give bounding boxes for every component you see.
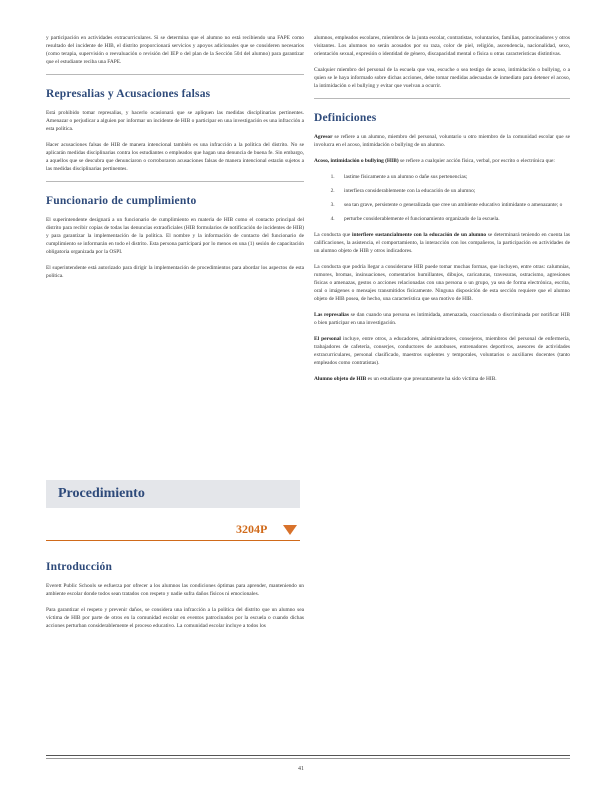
triangle-down-icon [283, 525, 297, 535]
right-column [314, 34, 570, 391]
heading-represalias: Represalias y Acusaciones falsas [46, 88, 211, 100]
paragraph-fape: y participación en actividades extracurriculares. Si se determina que el alumno no está recibiendo una FAPE como resultado del incidente de HIB, el distrito proporcionará servicios y apoyos adicionales que se consideren necesarios (como terapia, supervisión o reevaluación o revisión del IEP o del plan de la Sección 504 del alumno) para garantizar que el estudiante reciba una FAPE. [46, 35, 304, 65]
left-column-lower [46, 560, 304, 638]
list-item: 3. sea tan grave, persistente o generalizada que cree un ambiente educativo intimidante o amenazante; o [336, 201, 570, 209]
definition-text: incluye, entre otros, a educadores, administradores, consejeros, miembros del personal de enfermería, trabajadores de cafetería, conserjes, conductores de autobuses, entrenadores deportivos, asesores de actividades extracurriculares, personal clasificado, maestros suplentes y temporales, voluntarios o auxiliares docentes (tanto empleados como contratistas). [314, 336, 570, 366]
paragraph-community: alumnos, empleados escolares, miembros de la junta escolar, contratistas, voluntarios, familias, patrocinadores y otros visitantes. Los alumnos no serán acosados por su raza, color de piel, religión, ascendencia, nacionalidad, sexo, orientación sexual, expresión o identidad de género, discapacidad mental o física u otras características distintivas. [314, 35, 570, 57]
list-item: 1. lastime físicamente a un alumno o dañe sus pertenencias; [336, 173, 570, 181]
heading-funcionario: Funcionario de cumplimiento [46, 195, 197, 207]
paragraph-conducta-2: La conducta que podría llegar a considerarse HIB puede tomar muchas formas, que incluyen, entre otras: calumnias, rumores, bromas, insinuaciones, comentarios humillantes, dibujos, caricaturas, travesuras, ostracismo, agresiones físicas o amenazas, gestos o acciones relacionadas con una persona o un grupo, ya sea de forma electrónica, escrita, oral o imágenes o mensajes transmitidos físicamente. Ninguna disposición de esta sección requiere que el alumno objeto de HIB posea, de hecho, una característica que sea motivo de HIB. [314, 264, 570, 302]
heading-introduccion: Introducción [46, 561, 113, 573]
paragraph-funcionario-1: El superintendente designará a un funcionario de cumplimiento en materia de HIB como el contacto principal del distrito para recibir copias de todas las denuncias extraoficiales (HIB formularios de notificación de incidentes de HIB) y para garantizar la implementación de la política. El nombre y la información de contacto del funcionario de cumplimiento se informarán en todo el distrito. Esta persona participará por lo menos en una (1) sesión de capacitación obligatoria organizada por la OSPI. [46, 217, 304, 255]
definition-hib [314, 157, 570, 165]
definition-text: se refiere a un alumno, miembro del personal, voluntario u otro miembro de la comunidad escolar que se involucra en el acoso, intimidación o bullying de un alumno. [314, 134, 570, 148]
paragraph-intro-2: Para garantizar el respeto y prevenir daños, se considera una infracción a la política del distrito que un alumno sea víctima de HIB por parte de otros en la comunidad escolar en eventos patrocinados por la escuela o cuando dichas acciones perturban considerablemente el proceso educativo. La comunidad escolar incluye a todos los [46, 607, 304, 629]
heading-definiciones: Definiciones [314, 112, 377, 124]
term-agresor: Agresor [314, 134, 333, 140]
definition-personal [314, 335, 570, 367]
hib-criteria-list [314, 173, 570, 223]
section-divider [314, 98, 570, 99]
paragraph-conducta-1 [314, 231, 570, 255]
term-personal: El personal [314, 336, 341, 342]
definition-text: se refiere a cualquier acción física, verbal, por escrito o electrónica que: [398, 158, 555, 164]
list-item: 4. perturbe considerablemente el funcionamiento organizado de la escuela. [336, 215, 570, 223]
paragraph-represalias-1: Está prohibido tomar represalias, y hacerlo ocasionará que se apliquen las medidas disciplinarias pertinentes. Amenazar o perjudicar a alguien por informar un incidente de HIB o participar en una investigación es una infracción a esta política. [46, 110, 304, 132]
procedure-banner [46, 480, 300, 508]
section-divider [46, 181, 304, 182]
section-divider [46, 74, 304, 75]
page-number: 41 [298, 766, 304, 772]
procedure-code: 3204P [236, 522, 268, 536]
text-run: La conducta que [314, 232, 352, 238]
definition-represalias [314, 311, 570, 327]
text-run: se determinará teniendo en cuenta las calificaciones, la asistencia, el comportamiento, la interacción con los compañeros, la participación en actividades de un alumno objeto de HIB y otros indicadores. [314, 232, 571, 254]
definition-alumno-objeto [314, 375, 570, 383]
paragraph-represalias-2: Hacer acusaciones falsas de HIB de manera intencional también es una infracción a la política del distrito. No se aplicarán medidas disciplinarias contra los estudiantes o empleados que hagan una denuncia de buena fe. Sin embargo, a aquellos que se descubra que denunciaron o corroboraron acusaciones falsas de manera intencional estarán sujetos a las medidas disciplinarias pertinentes. [46, 142, 304, 172]
code-underline [46, 540, 300, 541]
paragraph-funcionario-2: El superintendente está autorizado para dirigir la implementación de procedimientos para abordar los aspectos de esta política. [46, 265, 304, 279]
term-hib: Acoso, intimidación o bullying (HIB) [314, 158, 399, 164]
definition-text: es un estudiante que presuntamente ha sido víctima de HIB. [366, 376, 497, 382]
definition-text: se dan cuando una persona es intimidada, amenazada, coaccionada o discriminada por notificar HIB o bien participar en una investigación. [314, 312, 570, 326]
paragraph-intro-1: Everett Public Schools se esfuerza por ofrecer a los alumnos las condiciones óptimas para aprender, manteniendo un ambiente escolar donde todos sean tratados con respeto y nadie sufra daños físicos ni emocionales. [46, 583, 304, 597]
list-item: 2. interfiera considerablemente con la educación de un alumno; [336, 187, 570, 195]
definition-agresor [314, 133, 570, 149]
footer-rule [46, 755, 570, 756]
banner-title: Procedimiento [58, 486, 145, 501]
term-represalias: Las represalias [314, 312, 349, 318]
footer-rule-thin [46, 758, 570, 759]
paragraph-staff-duty: Cualquier miembro del personal de la escuela que vea, escuche o sea testigo de acoso, intimidación o bullying, o a quien se le haya informado sobre dichas acciones, debe tomar medidas adecuadas de inmediato para detener el acoso, la intimidación o el bullying y evitar que vuelvan a ocurrir. [314, 67, 570, 89]
term-alumno-objeto: Alumno objeto de HIB [314, 376, 367, 382]
left-column [46, 34, 304, 288]
term-interfiere: interfiere sustancialmente con la educación de un alumno [351, 232, 487, 238]
